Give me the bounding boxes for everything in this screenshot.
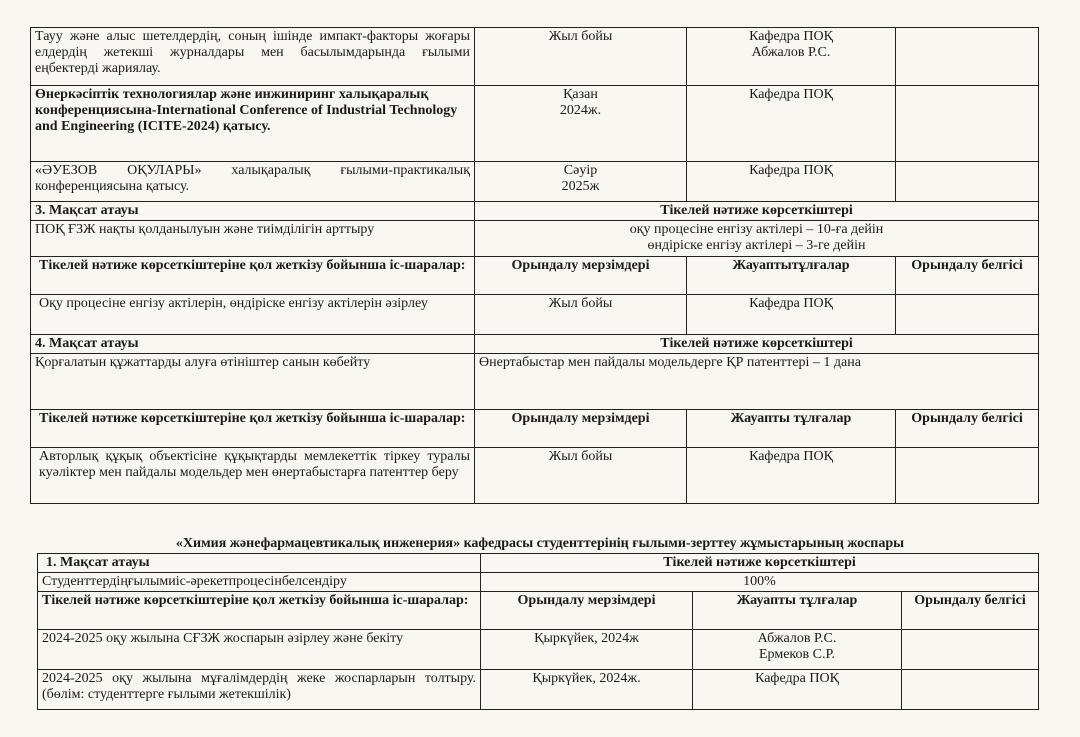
mark-cell [902, 630, 1039, 670]
indicator-header: Тікелей нәтиже көрсеткіштері [481, 554, 1039, 573]
term-cell: Қыркүйек, 2024ж. [481, 670, 693, 710]
goal-row [38, 573, 1039, 592]
measures-header: Тікелей нәтиже көрсеткіштеріне қол жеткізу бойынша іс-шаралар: [31, 257, 475, 295]
indicator-header: Тікелей нәтиже көрсеткіштері [475, 202, 1039, 221]
activity-cell: Оқу процесіне енгізу актілерін, өндіріске енгізу актілерін әзірлеу [31, 295, 475, 335]
mark-cell [896, 28, 1039, 86]
mark-cell [896, 295, 1039, 335]
responsible-header: Жауапты тұлғалар [693, 592, 902, 630]
goal-title: 4. Мақсат атауы [31, 335, 475, 354]
goal-title: 3. Мақсат атауы [31, 202, 475, 221]
goal-title: 1. Мақсат атауы [38, 554, 481, 573]
term-cell: Қыркүйек, 2024ж [481, 630, 693, 670]
responsible-cell: Абжалов Р.С. Ермеков С.Р. [693, 630, 902, 670]
table-row [31, 162, 1039, 202]
responsible-header: Жауаптытұлғалар [687, 257, 896, 295]
goal-name: Студенттердіңғылымиіс-әрекетпроцесінбелсендіру [38, 573, 481, 592]
goal-row [31, 354, 1039, 410]
goal-header-row [38, 554, 1039, 573]
measures-header-row [31, 257, 1039, 295]
goal-indicator: оқу процесіне енгізу актілері – 10-ға дейін өндіріске енгізу актілері – 3-ге дейін [475, 221, 1039, 257]
activity-cell: Тауу және алыс шетелдердің, соның ішінде импакт-факторы жоғары елдердің жетекші журналдары мен басылымдарында ғылыми еңбектерді жариялау. [31, 28, 475, 86]
mark-cell [896, 86, 1039, 162]
responsible-cell: Кафедра ПОҚ Абжалов Р.С. [687, 28, 896, 86]
term-cell: Жыл бойы [475, 448, 687, 504]
activity-cell: Өнеркәсіптік технологиялар және инжиниринг халықаралық конференциясына-International Conference of Industrial Technology and Engineering (ICITE-2024) қатысу. [31, 86, 475, 162]
section-title: «Химия жәнефармацевтикалық инженерия» кафедрасы студенттерінің ғылыми-зерттеу жұмыстарының жоспары [175, 536, 905, 551]
mark-cell [896, 448, 1039, 504]
responsible-cell: Кафедра ПОҚ [693, 670, 902, 710]
table-row [31, 448, 1039, 504]
term-cell: Сәуір 2025ж [475, 162, 687, 202]
table-row [31, 28, 1039, 86]
measures-header-row [38, 592, 1039, 630]
measures-header: Тікелей нәтиже көрсеткіштеріне қол жеткізу бойынша іс-шаралар: [38, 592, 481, 630]
responsible-cell: Кафедра ПОҚ [687, 295, 896, 335]
table-row [31, 86, 1039, 162]
measures-header: Тікелей нәтиже көрсеткіштеріне қол жеткізу бойынша іс-шаралар: [31, 410, 475, 448]
goal-indicator: Өнертабыстар мен пайдалы модельдерге ҚР патенттері – 1 дана [475, 354, 1039, 410]
responsible-cell: Кафедра ПОҚ [687, 448, 896, 504]
goal-name: Қорғалатын құжаттарды алуға өтініштер санын көбейту [31, 354, 475, 410]
term-header: Орындалу мерзімдері [475, 257, 687, 295]
responsible-cell: Кафедра ПОҚ [687, 162, 896, 202]
goal-header-row [31, 202, 1039, 221]
mark-cell [902, 670, 1039, 710]
mark-cell [896, 162, 1039, 202]
mark-header: Орындалу белгісі [896, 410, 1039, 448]
term-header: Орындалу мерзімдері [475, 410, 687, 448]
research-plan-table [30, 27, 1039, 504]
term-cell: Жыл бойы [475, 28, 687, 86]
indicator-header: Тікелей нәтиже көрсеткіштері [475, 335, 1039, 354]
activity-cell: 2024-2025 оқу жылына мұғалімдердің жеке жоспарларын толтыру. (бөлім: студенттерге ғылыми жетекшілік) [38, 670, 481, 710]
mark-header: Орындалу белгісі [896, 257, 1039, 295]
activity-cell: Авторлық құқық объектісіне құқықтарды мемлекеттік тіркеу туралы куәліктер мен пайдалы модельдер мен өнертабыстарға патенттер беру [31, 448, 475, 504]
goal-indicator: 100% [481, 573, 1039, 592]
table-row [38, 670, 1039, 710]
activity-cell: «ӘУЕЗОВ ОҚУЛАРЫ» халықаралық ғылыми-практикалық конференциясына қатысу. [31, 162, 475, 202]
goal-row [31, 221, 1039, 257]
table-row [38, 630, 1039, 670]
term-header: Орындалу мерзімдері [481, 592, 693, 630]
term-cell: Жыл бойы [475, 295, 687, 335]
activity-cell: 2024-2025 оқу жылына СҒЗЖ жоспарын әзірлеу және бекіту [38, 630, 481, 670]
measures-header-row [31, 410, 1039, 448]
goal-name: ПОҚ ҒЗЖ нақты қолданылуын және тиімділігін арттыру [31, 221, 475, 257]
student-research-table [37, 553, 1039, 710]
table-row [31, 295, 1039, 335]
responsible-cell: Кафедра ПОҚ [687, 86, 896, 162]
mark-header: Орындалу белгісі [902, 592, 1039, 630]
responsible-header: Жауапты тұлғалар [687, 410, 896, 448]
term-cell: Қазан 2024ж. [475, 86, 687, 162]
goal-header-row [31, 335, 1039, 354]
